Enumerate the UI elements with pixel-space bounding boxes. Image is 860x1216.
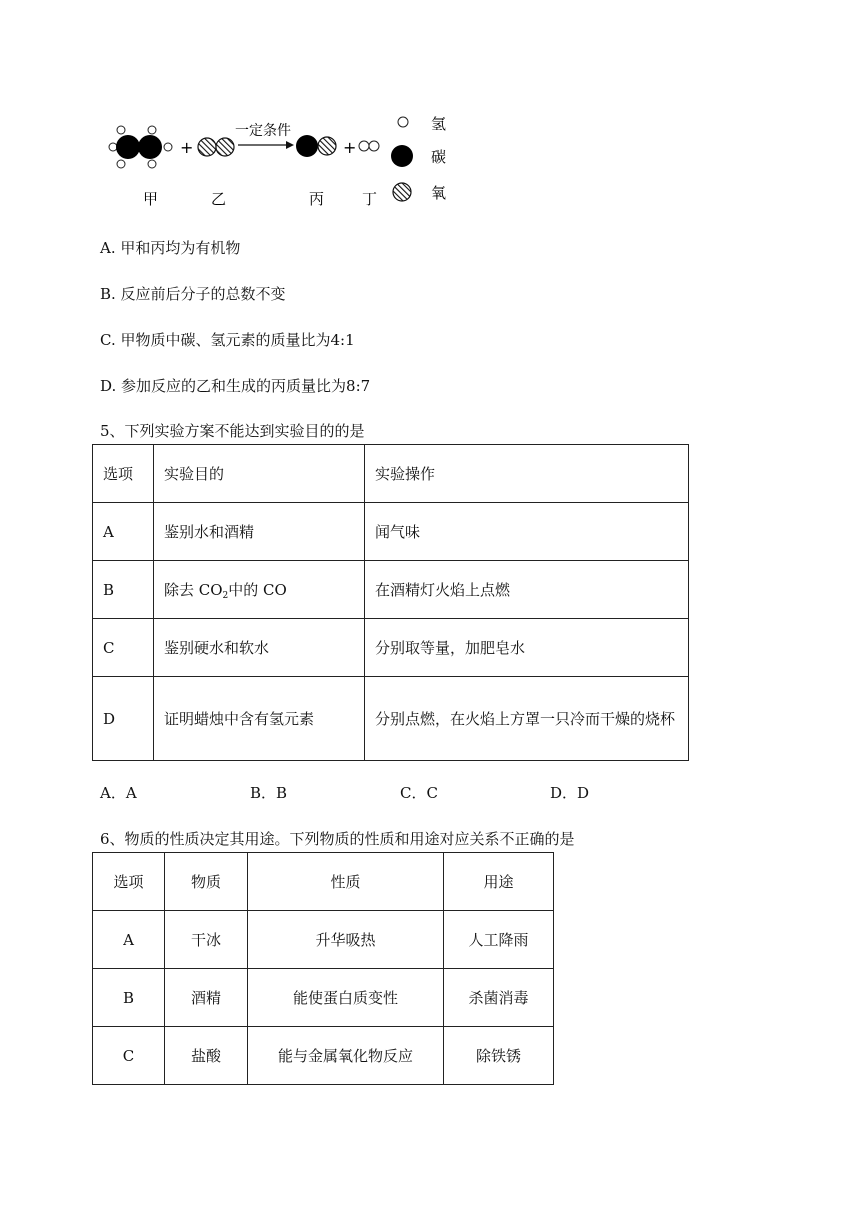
q5-choice-a: A．A: [100, 784, 137, 802]
q5-row-goal: 除去 $CO_2$中的 CO: [154, 561, 365, 619]
q6-header-substance: 物质: [165, 853, 248, 911]
q5-choice-d: D．D: [550, 784, 590, 802]
label-jia: 甲: [143, 190, 159, 208]
q6-table: [92, 852, 554, 1085]
q5-header-option: 选项: [93, 445, 154, 503]
q5-row-option: A: [93, 503, 154, 561]
q6-header-property: 性质: [248, 853, 444, 911]
svg-text:+: +: [180, 138, 194, 157]
legend-oxygen: 氧: [431, 184, 447, 202]
q5-row-operation: 分别点燃，在火焰上方罩一只冷而干燥的烧杯: [365, 677, 689, 761]
label-bing: 丙: [309, 190, 325, 208]
legend-carbon: 碳: [431, 148, 447, 166]
q5-row-option: B: [93, 561, 154, 619]
q5-row-operation: 闻气味: [365, 503, 689, 561]
q6-row-substance: 酒精: [165, 969, 248, 1027]
table-row: [93, 969, 554, 1027]
q5-row-goal: 鉴别硬水和软水: [154, 619, 365, 677]
reaction-diagram: [100, 108, 460, 220]
condition-label: 一定条件: [235, 123, 291, 139]
q5-row-option: D: [93, 677, 154, 761]
q4-option-a: A. 甲和丙均为有机物: [100, 239, 241, 257]
q6-stem: 6、物质的性质决定其用途。下列物质的性质和用途对应关系不正确的是: [100, 830, 575, 848]
q5-header-operation: 实验操作: [365, 445, 689, 503]
q6-row-property: 能使蛋白质变性: [248, 969, 444, 1027]
q6-row-option: A: [93, 911, 165, 969]
table-row: [93, 677, 689, 761]
q5-row-goal: 证明蜡烛中含有氢元素: [154, 677, 365, 761]
table-row: [93, 619, 689, 677]
q5-row-goal: 鉴别水和酒精: [154, 503, 365, 561]
table-row: [93, 503, 689, 561]
q6-row-substance: 盐酸: [165, 1027, 248, 1085]
svg-text:+: +: [343, 138, 357, 157]
q4-option-c: C. 甲物质中碳、氢元素的质量比为4:1: [100, 331, 355, 349]
label-ding: 丁: [362, 190, 378, 208]
label-yi: 乙: [211, 190, 227, 208]
legend-hydrogen: 氢: [431, 115, 447, 133]
molecule-ding: [359, 141, 379, 151]
q4-option-b: B. 反应前后分子的总数不变: [100, 285, 286, 303]
q6-header-use: 用途: [444, 853, 554, 911]
q5-row-operation: 分别取等量，加肥皂水: [365, 619, 689, 677]
q6-row-property: 升华吸热: [248, 911, 444, 969]
q6-row-option: C: [93, 1027, 165, 1085]
q5-choice-b: B．B: [250, 784, 288, 802]
molecule-bing: [296, 135, 336, 157]
table-row: [93, 561, 689, 619]
diagram-legend: [391, 115, 446, 202]
q5-table: [92, 444, 689, 761]
q5-row-operation: 在酒精灯火焰上点燃: [365, 561, 689, 619]
q6-row-use: 人工降雨: [444, 911, 554, 969]
q5-header-goal: 实验目的: [154, 445, 365, 503]
table-header-row: [93, 445, 689, 503]
q6-row-substance: 干冰: [165, 911, 248, 969]
table-row: [93, 911, 554, 969]
q6-row-use: 杀菌消毒: [444, 969, 554, 1027]
q6-row-option: B: [93, 969, 165, 1027]
q5-row-option: C: [93, 619, 154, 677]
molecule-yi: [198, 138, 234, 156]
q6-header-option: 选项: [93, 853, 165, 911]
table-row: [93, 1027, 554, 1085]
q5-choice-c: C．C: [400, 784, 438, 802]
q5-stem: 5、下列实验方案不能达到实验目的的是: [100, 422, 365, 440]
table-header-row: [93, 853, 554, 911]
q6-row-property: 能与金属氧化物反应: [248, 1027, 444, 1085]
q4-option-d: D. 参加反应的乙和生成的丙质量比为8:7: [100, 377, 371, 395]
q6-row-use: 除铁锈: [444, 1027, 554, 1085]
molecule-jia: [109, 126, 172, 168]
